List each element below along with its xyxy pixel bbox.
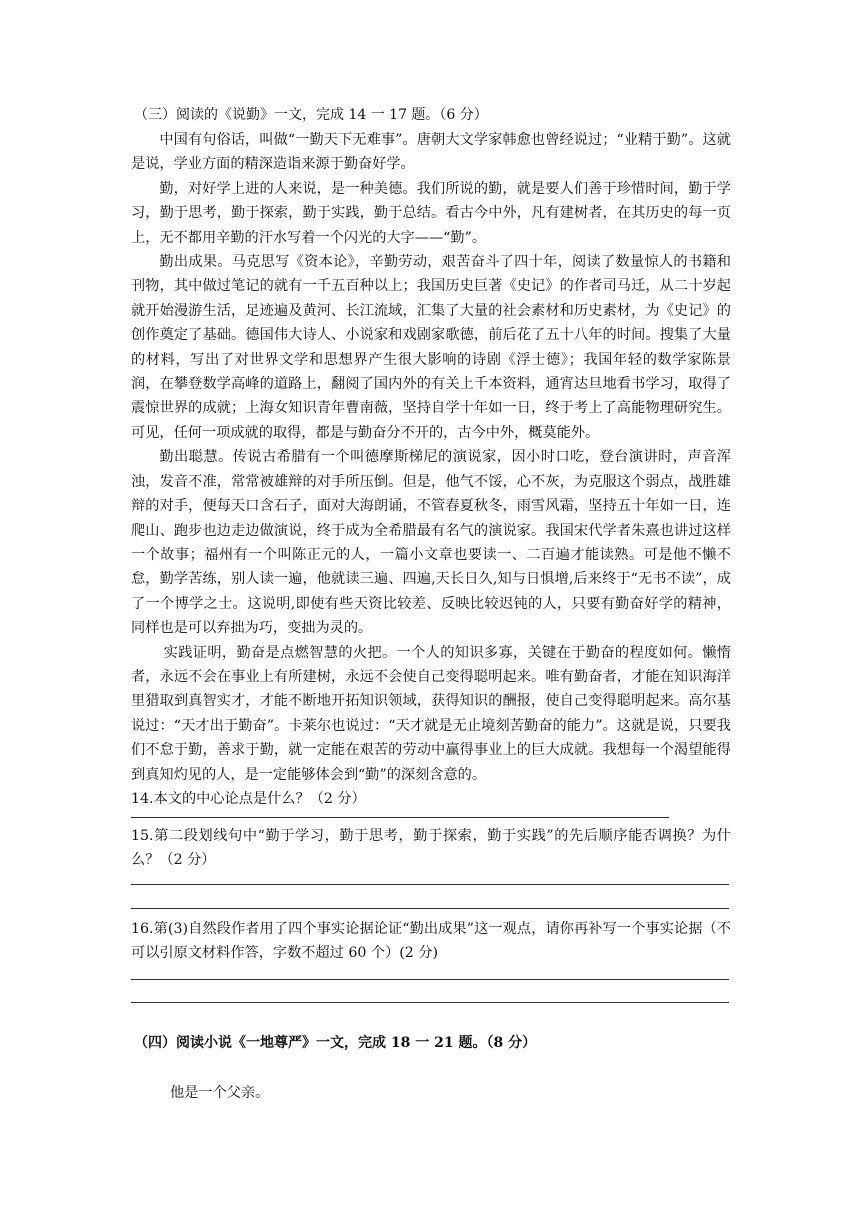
question-14: 14.本文的中心论点是什么？（2 分） <box>131 790 366 807</box>
answer-line-16a <box>131 979 729 980</box>
section-4-heading: （四）阅读小说《一地尊严》一文，完成 18 一 21 题。（8 分） <box>134 1035 537 1051</box>
answer-line-15a <box>131 884 729 885</box>
paragraph-2: 勤，对好学上进的人来说，是一种美德。我们所说的勤，就是要人们善于珍惜时间，勤于学习，勤于思考，勤于探索，勤于实践，勤于总结。看古今中外，凡有建树者，在其历史的每一页上，无不都用辛勤的汗水写着一个闪光的大字——“勤”。 <box>131 180 731 246</box>
question-16-block <box>131 917 731 966</box>
article-body <box>131 128 731 811</box>
paragraph-4: 勤出聪慧。传说古希腊有一个叫德摩斯梯尼的演说家，因小时口吃，登台演讲时，声音浑浊，发音不准，常常被雄辩的对手所压倒。但是，他气不馁，心不灰，为克服这个弱点，战胜雄辩的对手，便每天口含石子，面对大海朗诵，不管春夏秋冬，雨雪风霜，坚持五十年如一日，连爬山、跑步也边走边做演说，终于成为全希腊最有名气的演说家。我国宋代学者朱熹也讲过这样一个故事；福州有一个叫陈正元的人，一篇小文章也要读一、二百遍才能读熟。可是他不懒不怠，勤学苦练，别人读一遍，他就读三遍、四遍,天长日久,知与日惧增,后来终于“无书不读”，成了一个博学之士。这说明,即使有些天资比较差、反映比较迟钝的人，只要有勤奋好学的精神，同样也是可以弃拙为巧，变拙为灵的。 <box>131 449 731 637</box>
paragraph-1: 中国有句俗话，叫做“一勤天下无难事”。唐朝大文学家韩愈也曾经说过；“业精于勤”。这就是说，学业方面的精深造诣来源于勤奋好学。 <box>131 132 731 173</box>
section-3-heading: （三）阅读的《说勤》一文，完成 14 一 17 题。（6 分） <box>134 107 488 123</box>
answer-line-15b <box>131 908 729 909</box>
paragraph-3: 勤出成果。马克思写《资本论》，辛勤劳动，艰苦奋斗了四十年，阅读了数量惊人的书籍和刊物，其中做过笔记的就有一千五百种以上；我国历史巨著《史记》的作者司马迁，从二十岁起就开始漫游生活，足迹遍及黄河、长江流域，汇集了大量的社会素材和历史素材，为《史记》的创作奠定了基础。德国伟大诗人、小说家和戏剧家歌德，前后花了五十八年的时间。搜集了大量的材料，写出了对世界文学和思想界产生很大影响的诗剧《浮士德》；我国年轻的数学家陈景润，在攀登数学高峰的道路上，翻阅了国内外的有关上千本资料，通宵达旦地看书学习，取得了震惊世界的成就；上海女知识青年曹南薇，坚持自学十年如一日，终于考上了高能物理研究生。可见，任何一项成就的取得，都是与勤奋分不开的，古今中外，概莫能外。 <box>131 254 731 441</box>
question-15: 15.第二段划线句中“勤于学习，勤于思考，勤于探索，勤于实践”的先后顺序能否调换？为什么？（2 分） <box>131 828 731 869</box>
answer-line-14 <box>131 817 669 818</box>
story-first-line: 他是一个父亲。 <box>170 1085 270 1101</box>
question-15-block <box>131 824 731 873</box>
paragraph-5: 实践证明，勤奋是点燃智慧的火把。一个人的知识多寡，关键在于勤奋的程度如何。懒惰者，永远不会在事业上有所建树，永远不会使自己变得聪明起来。唯有勤奋者，才能在知识海洋里猎取到真智实才，才能不断地开拓知识领域，获得知识的酬报，使自己变得聪明起来。高尔基说过：“天才出于勤奋”。卡莱尔也说过：“天才就是无止境刻苦勤奋的能力”。这就是说，只要我们不怠于勤，善求于勤，就一定能在艰苦的劳动中赢得事业上的巨大成就。我想每一个渴望能得到真知灼见的人，是一定能够体会到“勤”的深刻含意的。 <box>131 644 731 783</box>
question-16: 16.第(3)自然段作者用了四个事实论据论证“勤出成果”这一观点，请你再补写一个事实论据（不可以引原文材料作答，字数不超过 60 个）(2 分) <box>131 921 731 962</box>
answer-line-16b <box>131 1002 729 1003</box>
